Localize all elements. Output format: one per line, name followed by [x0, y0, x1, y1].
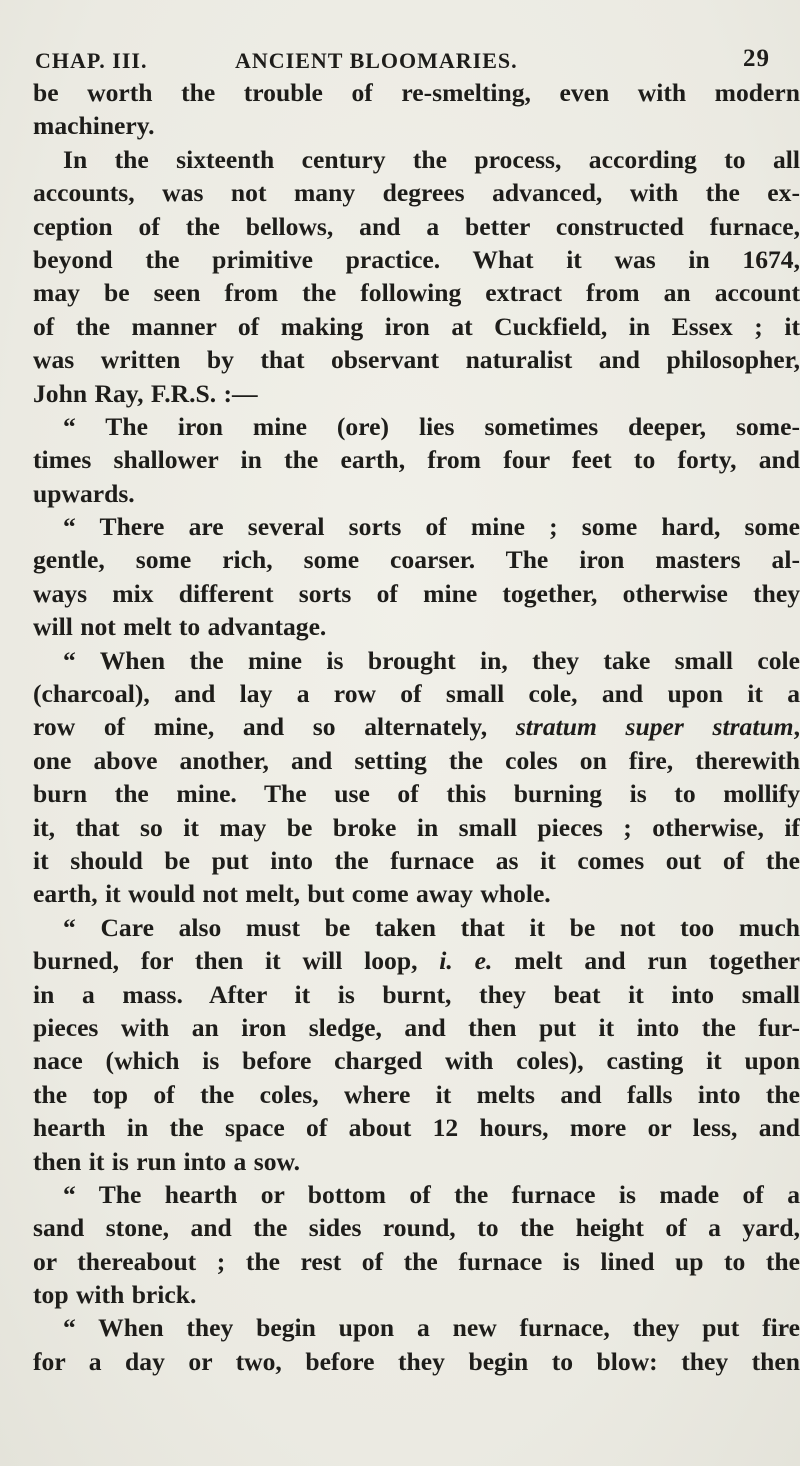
- text-line: “ Care also must be taken that it be not too much: [63, 912, 800, 942]
- text-line: will not melt to advantage.: [33, 612, 327, 642]
- page-number: 29: [743, 45, 770, 72]
- text-line: the top of the coles, where it melts and falls into the: [33, 1079, 800, 1109]
- text-line: for a day or two, before they begin to blow: they then: [33, 1346, 800, 1376]
- text-line: ception of the bellows, and a better constructed furnace,: [33, 211, 800, 241]
- text-line: be worth the trouble of re-smelting, even with modern: [33, 78, 800, 107]
- text-line: hearth in the space of about 12 hours, more or less, and: [33, 1113, 800, 1143]
- text-line: “ When the mine is brought in, they take small cole: [63, 645, 800, 675]
- text-line: accounts, was not many degrees advanced, with the ex-: [33, 178, 800, 208]
- text-line: “ The iron mine (ore) lies sometimes deeper, some-: [63, 411, 800, 441]
- text-line: upwards.: [33, 478, 135, 508]
- text-line: burn the mine. The use of this burning is to mollify: [33, 779, 800, 809]
- running-title: ANCIENT BLOOMARIES.: [235, 48, 518, 73]
- text-line: “ There are several sorts of mine ; some hard, some: [63, 512, 800, 542]
- text-line: gentle, some rich, some coarser. The iron masters al-: [33, 545, 800, 575]
- text-line: or thereabout ; the rest of the furnace is lined up to the: [33, 1246, 800, 1276]
- text-line: nace (which is before charged with coles), casting it upon: [33, 1046, 800, 1076]
- text-line: sand stone, and the sides round, to the height of a yard,: [33, 1213, 800, 1243]
- text-line: “ The hearth or bottom of the furnace is made of a: [63, 1179, 800, 1209]
- text-line: John Ray, F.R.S. :—: [33, 378, 258, 408]
- text-line: times shallower in the earth, from four feet to forty, and: [33, 445, 800, 475]
- text-line: “ When they begin upon a new furnace, they put fire: [63, 1313, 800, 1343]
- text-line: it should be put into the furnace as it comes out of the: [33, 845, 800, 875]
- text-line: pieces with an iron sledge, and then put it into the fur-: [33, 1012, 800, 1042]
- text-line: burned, for then it will loop, i. e. melt and run together: [33, 946, 800, 976]
- text-line: beyond the primitive practice. What it was in 1674,: [33, 244, 800, 274]
- text-line: In the sixteenth century the process, according to all: [63, 144, 800, 174]
- text-line: was written by that observant naturalist and philosopher,: [33, 345, 800, 375]
- text-line: of the manner of making iron at Cuckfield, in Essex ; it: [33, 311, 800, 341]
- text-line: row of mine, and so alternately, stratum super stratum,: [33, 712, 800, 742]
- text-line: (charcoal), and lay a row of small cole, and upon it a: [33, 679, 800, 709]
- text-line: one above another, and setting the coles on fire, therewith: [33, 745, 800, 775]
- text-line: top with brick.: [33, 1280, 197, 1310]
- body-text: [33, 76, 800, 1378]
- text-line: it, that so it may be broke in small pieces ; otherwise, if: [33, 812, 800, 842]
- text-line: in a mass. After it is burnt, they beat it into small: [33, 979, 800, 1009]
- text-line: earth, it would not melt, but come away whole.: [33, 879, 551, 909]
- text-line: then it is run into a sow.: [33, 1146, 300, 1176]
- text-line: may be seen from the following extract from an account: [33, 278, 800, 308]
- text-line: ways mix different sorts of mine together, otherwise they: [33, 578, 800, 608]
- chapter-label: CHAP. III.: [35, 48, 148, 73]
- text-line: machinery.: [33, 111, 155, 141]
